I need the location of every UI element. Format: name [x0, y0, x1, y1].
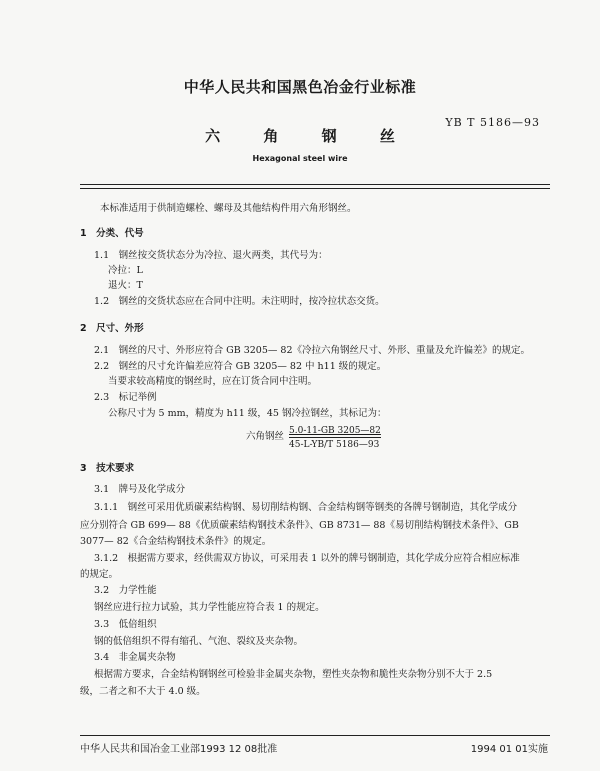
clause-3-1-1-line1: 3.1.1 钢丝可采用优质碳素结构钢、易切削结构钢、合金结构钢等钢类的各牌号钢制造，其化学成分 — [94, 502, 518, 513]
issuing-organization: 中华人民共和国黑色冶金行业标准 — [183, 78, 417, 96]
code-cold-drawn: 冷拉：L — [108, 265, 143, 276]
clause-3-4: 3.4 非金属夹杂物 — [94, 652, 176, 663]
marking-label: 六角钢丝 — [246, 431, 285, 442]
clause-3-1-2-line1: 3.1.2 根据需方要求，经供需双方协议，可采用表 1 以外的牌号钢制造，其化学成分应符合相应标准 — [94, 553, 520, 564]
clause-3-3-text: 钢的低倍组织不得有缩孔、气泡、裂纹及夹杂物。 — [94, 636, 304, 647]
clause-3-4-line1: 根据需方要求，合金结构钢钢丝可检验非金属夹杂物，塑性夹杂物和脆性夹杂物分别不大于 2.5 — [94, 669, 493, 680]
clause-3-1-2-line2: 的规定。 — [80, 569, 119, 580]
header-rule-bottom — [80, 188, 550, 189]
effective-date: 1994 01 01实施 — [470, 744, 548, 755]
section-2-heading: 2 尺寸、外形 — [80, 323, 144, 334]
clause-2-3: 2.3 标记举例 — [94, 392, 157, 403]
approval-note: 中华人民共和国冶金工业部1993 12 08批准 — [80, 744, 278, 755]
marking-fraction — [289, 425, 381, 451]
clause-3-2-text: 钢丝应进行拉力试验，其力学性能应符合表 1 的规定。 — [94, 602, 325, 613]
section-3-heading: 3 技术要求 — [80, 463, 135, 474]
scope-paragraph: 本标准适用于供制造螺栓、螺母及其他结构件用六角形钢丝。 — [100, 203, 357, 214]
clause-1-1: 1.1 钢丝按交货状态分为冷拉、退火两类，其代号为： — [94, 250, 328, 261]
english-title: Hexagonal steel wire — [252, 154, 348, 163]
clause-3-4-line2: 级，二者之和不大于 4.0 级。 — [80, 686, 206, 697]
clause-2-2-note: 当要求较高精度的钢丝时，应在订货合同中注明。 — [108, 376, 318, 387]
marking-denominator: 45-L-YB/T 5186—93 — [289, 437, 381, 451]
footer-rule — [80, 735, 550, 736]
header-rule-top — [80, 184, 550, 185]
marking-numerator: 5.0-11-GB 3205—82 — [289, 426, 381, 436]
standard-code: YB T 5186—93 — [445, 116, 540, 129]
clause-2-1: 2.1 钢丝的尺寸、外形应符合 GB 3205— 82《冷拉六角钢丝尺寸、外形、重量及允许偏差》的规定。 — [94, 345, 531, 356]
clause-1-2: 1.2 钢丝的交货状态应在合同中注明。未注明时，按冷拉状态交货。 — [94, 296, 385, 307]
clause-2-3-text: 公称尺寸为 5 mm，精度为 h11 级，45 钢冷拉钢丝，其标记为： — [108, 408, 387, 419]
clause-3-1-1-line3: 3077— 82《合金结构钢技术条件》的规定。 — [80, 536, 272, 547]
section-1-heading: 1 分类、代号 — [80, 228, 144, 239]
document-title: 六 角 钢 丝 — [205, 127, 395, 145]
clause-3-1-1-line2: 应分别符合 GB 699— 88《优质碳素结构钢技术条件》、GB 8731— 88《易切削结构钢技术条件》、GB — [80, 520, 519, 531]
clause-3-3: 3.3 低倍组织 — [94, 619, 157, 630]
clause-3-1: 3.1 牌号及化学成分 — [94, 484, 186, 495]
code-annealed: 退火：T — [108, 280, 143, 291]
clause-2-2: 2.2 钢丝的尺寸允许偏差应符合 GB 3205— 82 中 h11 级的规定。 — [94, 361, 387, 372]
clause-3-2: 3.2 力学性能 — [94, 585, 157, 596]
